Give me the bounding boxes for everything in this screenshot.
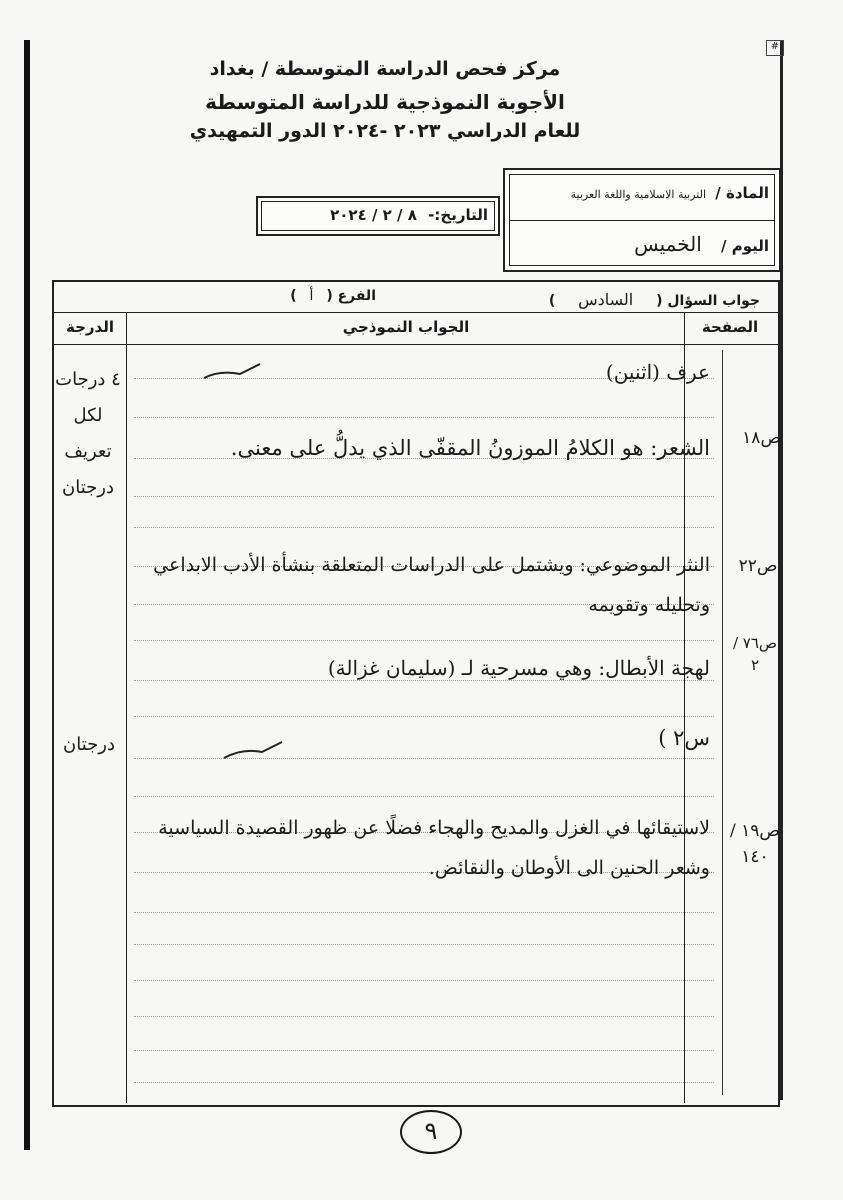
header-center-name: مركز فحص الدراسة المتوسطة / بغداد [209,58,561,80]
page-ref-18: ص١٨ [742,428,781,448]
check-mark-icon [200,360,270,390]
branch-value: أ [309,288,314,304]
date-value: ٨ / ٢ / ٢٠٢٤ [330,206,417,224]
check-mark-icon [220,736,290,766]
answer-intro: عرف (اثنين) [605,360,710,384]
answer-objective-prose: النثر الموضوعي: ويشتمل على الدراسات المتعلقة بنشأة الأدب الابداعي وتحليله وتقويمه [153,554,710,616]
divider [52,312,778,313]
header-year: للعام الدراسي ٢٠٢٣ -٢٠٢٤ الدور التمهيدي [189,120,581,142]
question-close: ) [548,293,556,309]
col-answer-header: الجواب النموذجي [342,318,470,336]
page-ref-76: ص٧٦ /٢ [732,634,778,674]
day-value: الخميس [634,232,702,256]
branch-label: الفرع ( [326,288,376,304]
grade-first-block: ٤ درجات لكل تعريف درجتان [55,369,121,498]
page-ref-19-140: ص١٩ / ١٤٠ [730,821,780,867]
subject-day-box [503,168,781,272]
branch-close: ) [290,288,297,304]
question-number: السادس [578,290,634,309]
question-label: جواب السؤال ( [656,293,760,309]
divider [52,344,778,345]
grade-second-block: درجتان [63,734,115,755]
answer-table [52,280,780,1107]
subject-label: المادة / [715,184,769,202]
subject-value: التربية الاسلامية واللغة العربية [570,188,707,201]
header-title: الأجوبة النموذجية للدراسة المتوسطة [205,90,565,114]
corner-mark: # [766,40,784,56]
col-grade-header: الدرجة [66,318,114,336]
date-box [256,196,500,236]
sheet-left-border [24,40,30,1150]
answer-play-title: لهجة الأبطال: وهي مسرحية لـ (سليمان غزالة) [327,656,710,680]
answer-q2-label: س٢ ) [658,726,710,750]
col-page-header: الصفحة [701,318,759,336]
answer-reason: لاستيقائها في الغزل والمديح والهجاء فضلًا عن ظهور القصيدة السياسية وشعر الحنين الى الأوطان والنقائض. [158,817,710,879]
column-divider-grade [126,312,127,1103]
answer-poetry-definition: الشعر: هو الكلامُ الموزونُ المقفّى الذي يدلُّ على معنى. [230,436,710,460]
day-label: اليوم / [721,237,769,255]
question-row [60,288,766,312]
page-number: ٩ [400,1110,462,1154]
date-label: التاريخ:- [428,206,488,224]
page-margin-line [722,350,723,1095]
page-ref-22: ص٢٢ [738,556,778,576]
